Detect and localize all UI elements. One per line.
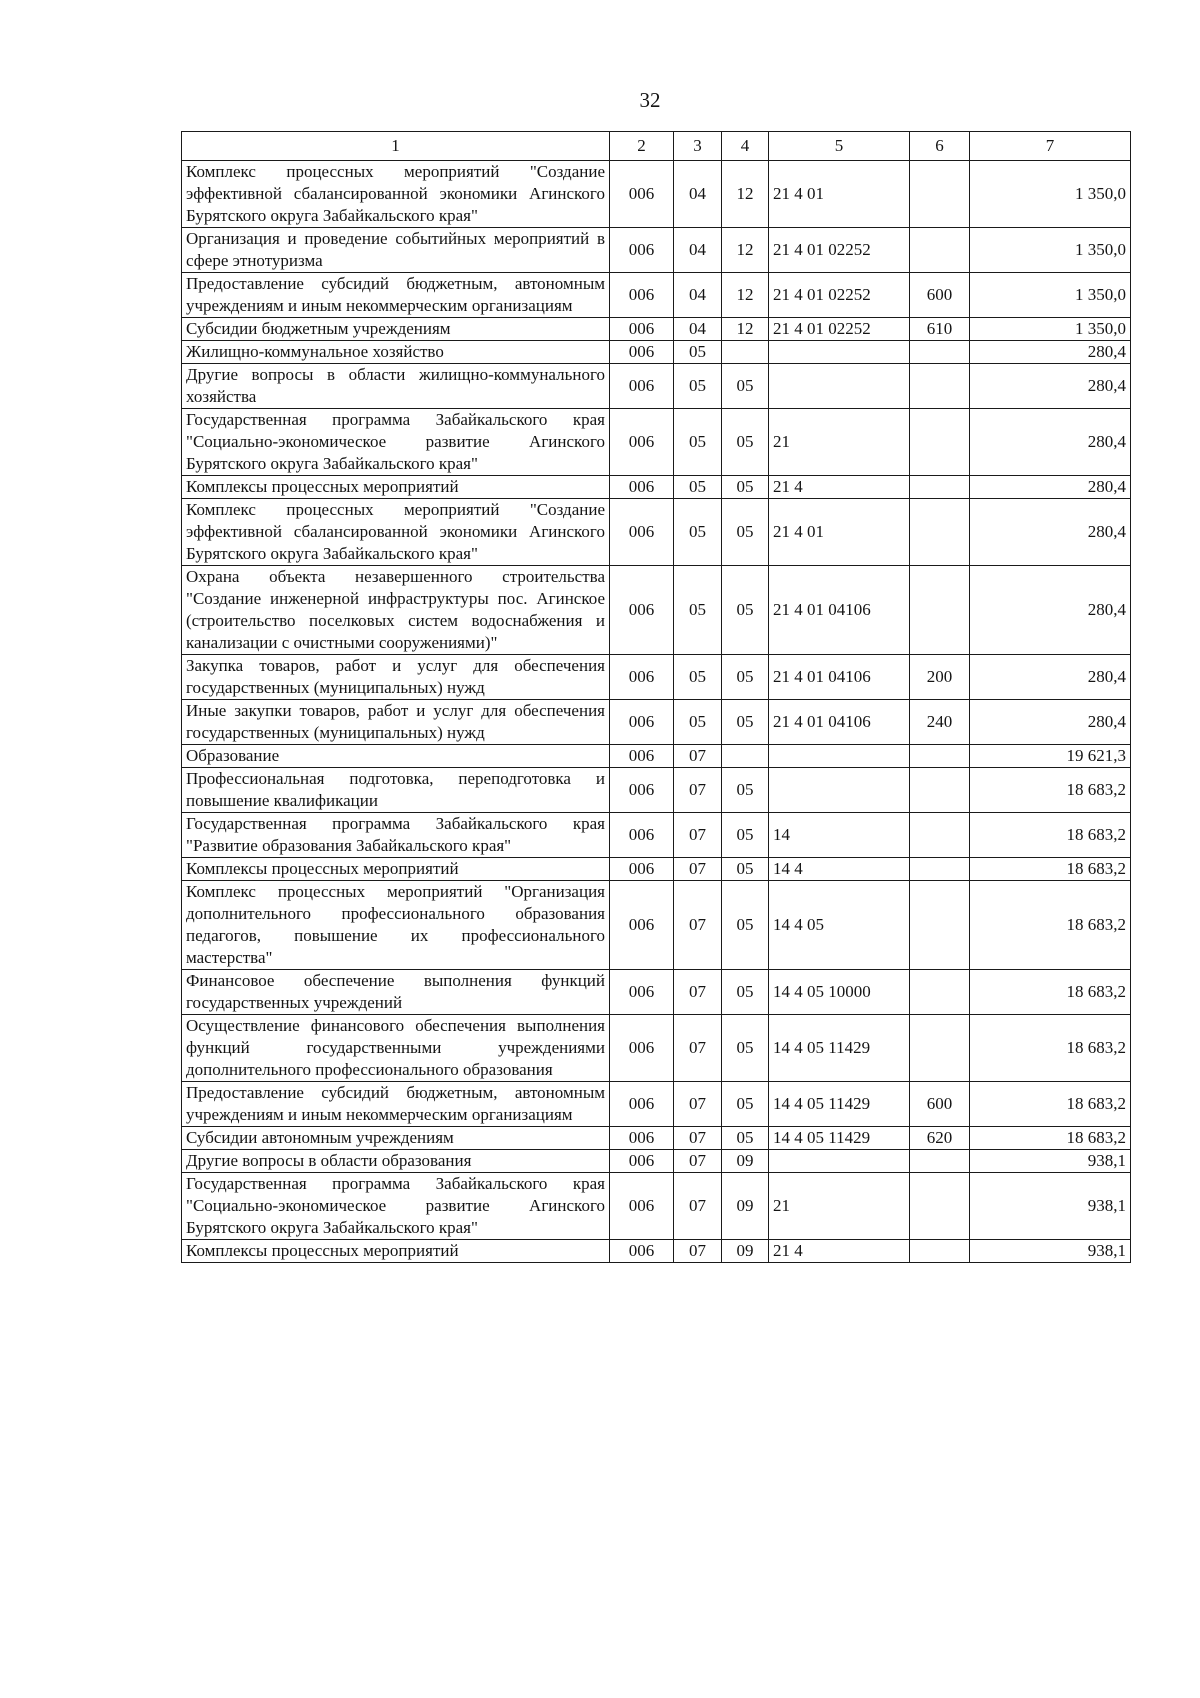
subsection-code-cell: 05 (722, 409, 769, 476)
ministry-code-cell: 006 (610, 858, 674, 881)
page-number: 32 (639, 88, 661, 112)
expense-type-cell (910, 1240, 970, 1263)
section-code-cell: 04 (674, 161, 722, 228)
target-article-cell (769, 745, 910, 768)
item-name-cell: Государственная программа Забайкальского края "Социально-экономическое развитие Агинского Бурятского округа Забайкальского края" (182, 409, 610, 476)
expense-type-cell (910, 476, 970, 499)
target-article-cell (769, 1150, 910, 1173)
table-row (182, 1173, 1131, 1240)
subsection-code-cell: 05 (722, 476, 769, 499)
ministry-code-cell: 006 (610, 161, 674, 228)
subsection-code-cell (722, 745, 769, 768)
item-name-cell: Комплекс процессных мероприятий "Создание эффективной сбалансированной экономики Агинского Бурятского округа Забайкальского края" (182, 161, 610, 228)
subsection-code-cell: 05 (722, 881, 769, 970)
section-code-cell: 05 (674, 341, 722, 364)
section-code-cell: 07 (674, 768, 722, 813)
amount-cell: 18 683,2 (970, 1015, 1131, 1082)
expense-type-cell (910, 768, 970, 813)
ministry-code-cell: 006 (610, 1082, 674, 1127)
target-article-cell: 21 4 01 (769, 499, 910, 566)
target-article-cell: 21 4 01 04106 (769, 700, 910, 745)
amount-cell: 18 683,2 (970, 858, 1131, 881)
header-row (182, 132, 1131, 161)
item-name-cell: Предоставление субсидий бюджетным, автономным учреждениям и иным некоммерческим организациям (182, 1082, 610, 1127)
subsection-code-cell: 12 (722, 273, 769, 318)
subsection-code-cell: 05 (722, 566, 769, 655)
target-article-cell: 14 (769, 813, 910, 858)
section-code-cell: 05 (674, 566, 722, 655)
table-row (182, 1082, 1131, 1127)
amount-cell: 280,4 (970, 409, 1131, 476)
subsection-code-cell: 05 (722, 1082, 769, 1127)
ministry-code-cell: 006 (610, 881, 674, 970)
item-name-cell: Комплексы процессных мероприятий (182, 1240, 610, 1263)
expense-type-cell (910, 228, 970, 273)
expense-type-cell (910, 566, 970, 655)
amount-cell: 280,4 (970, 566, 1131, 655)
table-body (182, 161, 1131, 1263)
expense-type-cell (910, 745, 970, 768)
item-name-cell: Государственная программа Забайкальского края "Развитие образования Забайкальского края" (182, 813, 610, 858)
amount-cell: 18 683,2 (970, 1082, 1131, 1127)
section-code-cell: 07 (674, 1150, 722, 1173)
expense-type-cell (910, 970, 970, 1015)
target-article-cell (769, 341, 910, 364)
table-row (182, 499, 1131, 566)
target-article-cell: 14 4 05 10000 (769, 970, 910, 1015)
target-article-cell (769, 768, 910, 813)
item-name-cell: Профессиональная подготовка, переподготовка и повышение квалификации (182, 768, 610, 813)
subsection-code-cell: 05 (722, 700, 769, 745)
section-code-cell: 05 (674, 364, 722, 409)
amount-cell: 280,4 (970, 700, 1131, 745)
subsection-code-cell: 12 (722, 228, 769, 273)
item-name-cell: Другие вопросы в области жилищно-коммунального хозяйства (182, 364, 610, 409)
expense-type-cell (910, 813, 970, 858)
item-name-cell: Комплекс процессных мероприятий "Организация дополнительного профессионального образования педагогов, повышение их профессионального мастерства" (182, 881, 610, 970)
subsection-code-cell: 12 (722, 318, 769, 341)
section-code-cell: 07 (674, 1127, 722, 1150)
ministry-code-cell: 006 (610, 499, 674, 566)
ministry-code-cell: 006 (610, 745, 674, 768)
table-row (182, 566, 1131, 655)
section-code-cell: 07 (674, 1173, 722, 1240)
target-article-cell: 21 4 01 04106 (769, 655, 910, 700)
expense-type-cell: 600 (910, 273, 970, 318)
amount-cell: 280,4 (970, 655, 1131, 700)
expense-type-cell (910, 161, 970, 228)
subsection-code-cell: 05 (722, 768, 769, 813)
ministry-code-cell: 006 (610, 1127, 674, 1150)
item-name-cell: Комплексы процессных мероприятий (182, 858, 610, 881)
table-row (182, 745, 1131, 768)
ministry-code-cell: 006 (610, 1173, 674, 1240)
expense-type-cell (910, 499, 970, 566)
expense-type-cell: 240 (910, 700, 970, 745)
item-name-cell: Субсидии автономным учреждениям (182, 1127, 610, 1150)
ministry-code-cell: 006 (610, 228, 674, 273)
amount-cell: 18 683,2 (970, 768, 1131, 813)
table-row (182, 1150, 1131, 1173)
target-article-cell: 21 4 01 02252 (769, 228, 910, 273)
subsection-code-cell: 05 (722, 858, 769, 881)
subsection-code-cell: 09 (722, 1240, 769, 1263)
table-row (182, 341, 1131, 364)
target-article-cell: 21 (769, 1173, 910, 1240)
section-code-cell: 04 (674, 228, 722, 273)
amount-cell: 18 683,2 (970, 1127, 1131, 1150)
section-code-cell: 07 (674, 813, 722, 858)
ministry-code-cell: 006 (610, 768, 674, 813)
item-name-cell: Финансовое обеспечение выполнения функций государственных учреждений (182, 970, 610, 1015)
header-cell: 2 (610, 132, 674, 161)
amount-cell: 1 350,0 (970, 273, 1131, 318)
expense-type-cell (910, 858, 970, 881)
expense-type-cell (910, 1173, 970, 1240)
ministry-code-cell: 006 (610, 655, 674, 700)
item-name-cell: Организация и проведение событийных мероприятий в сфере этнотуризма (182, 228, 610, 273)
subsection-code-cell (722, 341, 769, 364)
ministry-code-cell: 006 (610, 1150, 674, 1173)
target-article-cell: 14 4 05 11429 (769, 1127, 910, 1150)
budget-table (181, 131, 1131, 1263)
target-article-cell: 21 4 (769, 1240, 910, 1263)
table-row (182, 813, 1131, 858)
table-row (182, 228, 1131, 273)
item-name-cell: Комплекс процессных мероприятий "Создание эффективной сбалансированной экономики Агинского Бурятского округа Забайкальского края" (182, 499, 610, 566)
item-name-cell: Другие вопросы в области образования (182, 1150, 610, 1173)
expense-type-cell: 620 (910, 1127, 970, 1150)
section-code-cell: 05 (674, 700, 722, 745)
ministry-code-cell: 006 (610, 1015, 674, 1082)
subsection-code-cell: 09 (722, 1173, 769, 1240)
table-row (182, 161, 1131, 228)
amount-cell: 280,4 (970, 499, 1131, 566)
amount-cell: 18 683,2 (970, 881, 1131, 970)
subsection-code-cell: 05 (722, 1127, 769, 1150)
ministry-code-cell: 006 (610, 341, 674, 364)
subsection-code-cell: 05 (722, 655, 769, 700)
section-code-cell: 04 (674, 318, 722, 341)
item-name-cell: Осуществление финансового обеспечения выполнения функций государственными учреждениями дополнительного профессионального образования (182, 1015, 610, 1082)
target-article-cell: 21 4 01 04106 (769, 566, 910, 655)
amount-cell: 18 683,2 (970, 970, 1131, 1015)
table-row (182, 1015, 1131, 1082)
amount-cell: 1 350,0 (970, 228, 1131, 273)
section-code-cell: 05 (674, 655, 722, 700)
header-cell: 4 (722, 132, 769, 161)
item-name-cell: Комплексы процессных мероприятий (182, 476, 610, 499)
header-cell: 3 (674, 132, 722, 161)
section-code-cell: 07 (674, 970, 722, 1015)
item-name-cell: Государственная программа Забайкальского края "Социально-экономическое развитие Агинского Бурятского округа Забайкальского края" (182, 1173, 610, 1240)
amount-cell: 18 683,2 (970, 813, 1131, 858)
table-row (182, 318, 1131, 341)
subsection-code-cell: 05 (722, 813, 769, 858)
amount-cell: 938,1 (970, 1173, 1131, 1240)
target-article-cell: 21 4 01 02252 (769, 273, 910, 318)
amount-cell: 280,4 (970, 364, 1131, 409)
amount-cell: 1 350,0 (970, 318, 1131, 341)
expense-type-cell (910, 341, 970, 364)
expense-type-cell (910, 364, 970, 409)
item-name-cell: Иные закупки товаров, работ и услуг для обеспечения государственных (муниципальных) нужд (182, 700, 610, 745)
subsection-code-cell: 12 (722, 161, 769, 228)
expense-type-cell (910, 409, 970, 476)
ministry-code-cell: 006 (610, 970, 674, 1015)
expense-type-cell (910, 881, 970, 970)
table-row (182, 1240, 1131, 1263)
item-name-cell: Образование (182, 745, 610, 768)
section-code-cell: 07 (674, 858, 722, 881)
section-code-cell: 07 (674, 745, 722, 768)
subsection-code-cell: 09 (722, 1150, 769, 1173)
amount-cell: 19 621,3 (970, 745, 1131, 768)
subsection-code-cell: 05 (722, 970, 769, 1015)
amount-cell: 938,1 (970, 1150, 1131, 1173)
ministry-code-cell: 006 (610, 364, 674, 409)
header-cell: 5 (769, 132, 910, 161)
target-article-cell: 21 (769, 409, 910, 476)
section-code-cell: 04 (674, 273, 722, 318)
section-code-cell: 07 (674, 1240, 722, 1263)
table-row (182, 970, 1131, 1015)
amount-cell: 1 350,0 (970, 161, 1131, 228)
target-article-cell: 14 4 05 (769, 881, 910, 970)
table-row (182, 409, 1131, 476)
table-row (182, 364, 1131, 409)
subsection-code-cell: 05 (722, 499, 769, 566)
item-name-cell: Субсидии бюджетным учреждениям (182, 318, 610, 341)
expense-type-cell: 600 (910, 1082, 970, 1127)
expense-type-cell (910, 1150, 970, 1173)
target-article-cell: 21 4 (769, 476, 910, 499)
header-cell: 7 (970, 132, 1131, 161)
target-article-cell: 14 4 (769, 858, 910, 881)
expense-type-cell: 200 (910, 655, 970, 700)
ministry-code-cell: 006 (610, 700, 674, 745)
amount-cell: 280,4 (970, 341, 1131, 364)
target-article-cell: 14 4 05 11429 (769, 1015, 910, 1082)
subsection-code-cell: 05 (722, 1015, 769, 1082)
section-code-cell: 05 (674, 499, 722, 566)
target-article-cell (769, 364, 910, 409)
target-article-cell: 21 4 01 02252 (769, 318, 910, 341)
expense-type-cell: 610 (910, 318, 970, 341)
table-row (182, 768, 1131, 813)
table-row (182, 858, 1131, 881)
target-article-cell: 14 4 05 11429 (769, 1082, 910, 1127)
item-name-cell: Закупка товаров, работ и услуг для обеспечения государственных (муниципальных) нужд (182, 655, 610, 700)
table-row (182, 881, 1131, 970)
header-cell: 6 (910, 132, 970, 161)
table-row (182, 273, 1131, 318)
amount-cell: 280,4 (970, 476, 1131, 499)
section-code-cell: 07 (674, 881, 722, 970)
section-code-cell: 07 (674, 1015, 722, 1082)
section-code-cell: 05 (674, 476, 722, 499)
amount-cell: 938,1 (970, 1240, 1131, 1263)
item-name-cell: Охрана объекта незавершенного строительства "Создание инженерной инфраструктуры пос. Агинское (строительство поселковых систем водоснабжения и канализации с очистными сооружениями)" (182, 566, 610, 655)
item-name-cell: Предоставление субсидий бюджетным, автономным учреждениям и иным некоммерческим организациям (182, 273, 610, 318)
ministry-code-cell: 006 (610, 409, 674, 476)
table-row (182, 700, 1131, 745)
table-row (182, 655, 1131, 700)
item-name-cell: Жилищно-коммунальное хозяйство (182, 341, 610, 364)
target-article-cell: 21 4 01 (769, 161, 910, 228)
section-code-cell: 07 (674, 1082, 722, 1127)
section-code-cell: 05 (674, 409, 722, 476)
header-cell: 1 (182, 132, 610, 161)
ministry-code-cell: 006 (610, 476, 674, 499)
ministry-code-cell: 006 (610, 318, 674, 341)
table-row (182, 1127, 1131, 1150)
ministry-code-cell: 006 (610, 273, 674, 318)
expense-type-cell (910, 1015, 970, 1082)
table-row (182, 476, 1131, 499)
ministry-code-cell: 006 (610, 1240, 674, 1263)
subsection-code-cell: 05 (722, 364, 769, 409)
ministry-code-cell: 006 (610, 813, 674, 858)
ministry-code-cell: 006 (610, 566, 674, 655)
